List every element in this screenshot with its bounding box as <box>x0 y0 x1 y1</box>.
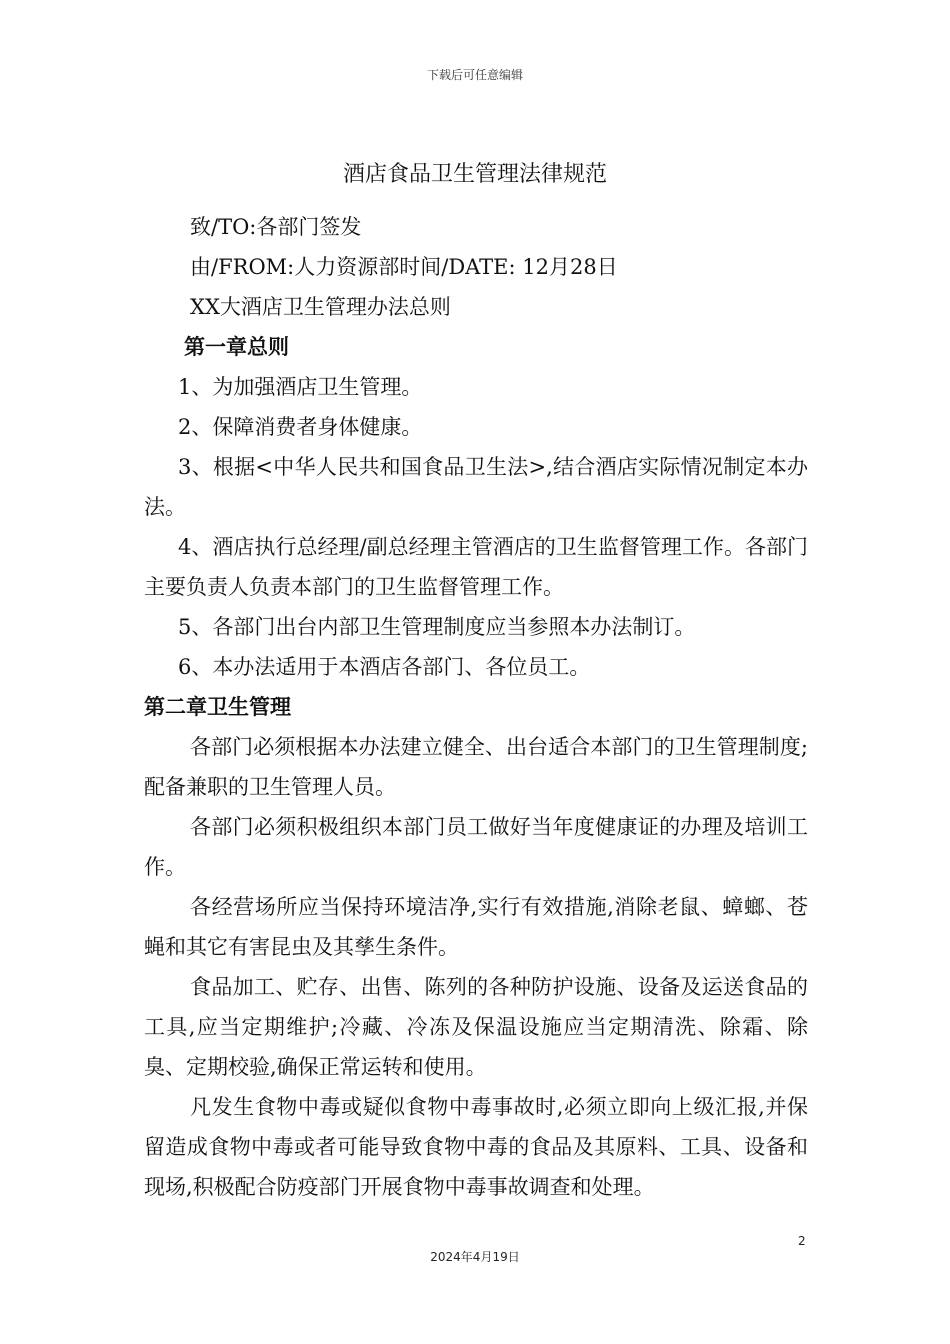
intro-subtitle-line: XX大酒店卫生管理办法总则 <box>190 295 451 319</box>
page-number: 2 <box>798 1234 806 1248</box>
chapter-1-item: 6、本办法适用于本酒店各部门、各位员工。 <box>178 655 591 679</box>
chapter-2-paragraph: 各部门必须积极组织本部门员工做好当年度健康证的办理及培训工作。 <box>144 815 808 879</box>
chapter-1-heading: 第一章总则 <box>184 335 289 359</box>
footer-date: 2024年4月19日 <box>430 1250 520 1264</box>
document-body <box>144 207 808 1207</box>
page-header-note: 下载后可任意编辑 <box>426 68 523 82</box>
chapter-1-item: 5、各部门出台内部卫生管理制度应当参照本办法制订。 <box>178 615 696 639</box>
chapter-2-paragraph: 凡发生食物中毒或疑似食物中毒事故时,必须立即向上级汇报,并保留造成食物中毒或者可能导致食物中毒的食品及其原料、工具、设备和现场,积极配合防疫部门开展食物中毒事故调查和处理。 <box>144 1095 808 1199</box>
chapter-2-paragraph: 食品加工、贮存、出售、陈列的各种防护设施、设备及运送食品的工具,应当定期维护;冷藏、冷冻及保温设施应当定期清洗、除霜、除臭、定期校验,确保正常运转和使用。 <box>144 975 808 1079</box>
chapter-1-item: 1、为加强酒店卫生管理。 <box>178 375 423 399</box>
chapter-2-heading: 第二章卫生管理 <box>144 695 291 719</box>
intro-to-line: 致/TO:各部门签发 <box>190 215 362 239</box>
chapter-1-item: 4、酒店执行总经理/副总经理主管酒店的卫生监督管理工作。各部门主要负责人负责本部门的卫生监督管理工作。 <box>144 535 808 599</box>
chapter-1-item: 2、保障消费者身体健康。 <box>178 415 423 439</box>
chapter-2-paragraph: 各经营场所应当保持环境洁净,实行有效措施,消除老鼠、蟑螂、苍蝇和其它有害昆虫及其孳生条件。 <box>144 895 808 959</box>
chapter-2-paragraph: 各部门必须根据本办法建立健全、出台适合本部门的卫生管理制度;配备兼职的卫生管理人员。 <box>144 735 808 799</box>
chapter-1-item: 3、根据<中华人民共和国食品卫生法>,结合酒店实际情况制定本办法。 <box>144 455 808 519</box>
intro-from-line: 由/FROM:人力资源部时间/DATE: 12月28日 <box>190 255 618 279</box>
document-title: 酒店食品卫生管理法律规范 <box>342 162 607 187</box>
